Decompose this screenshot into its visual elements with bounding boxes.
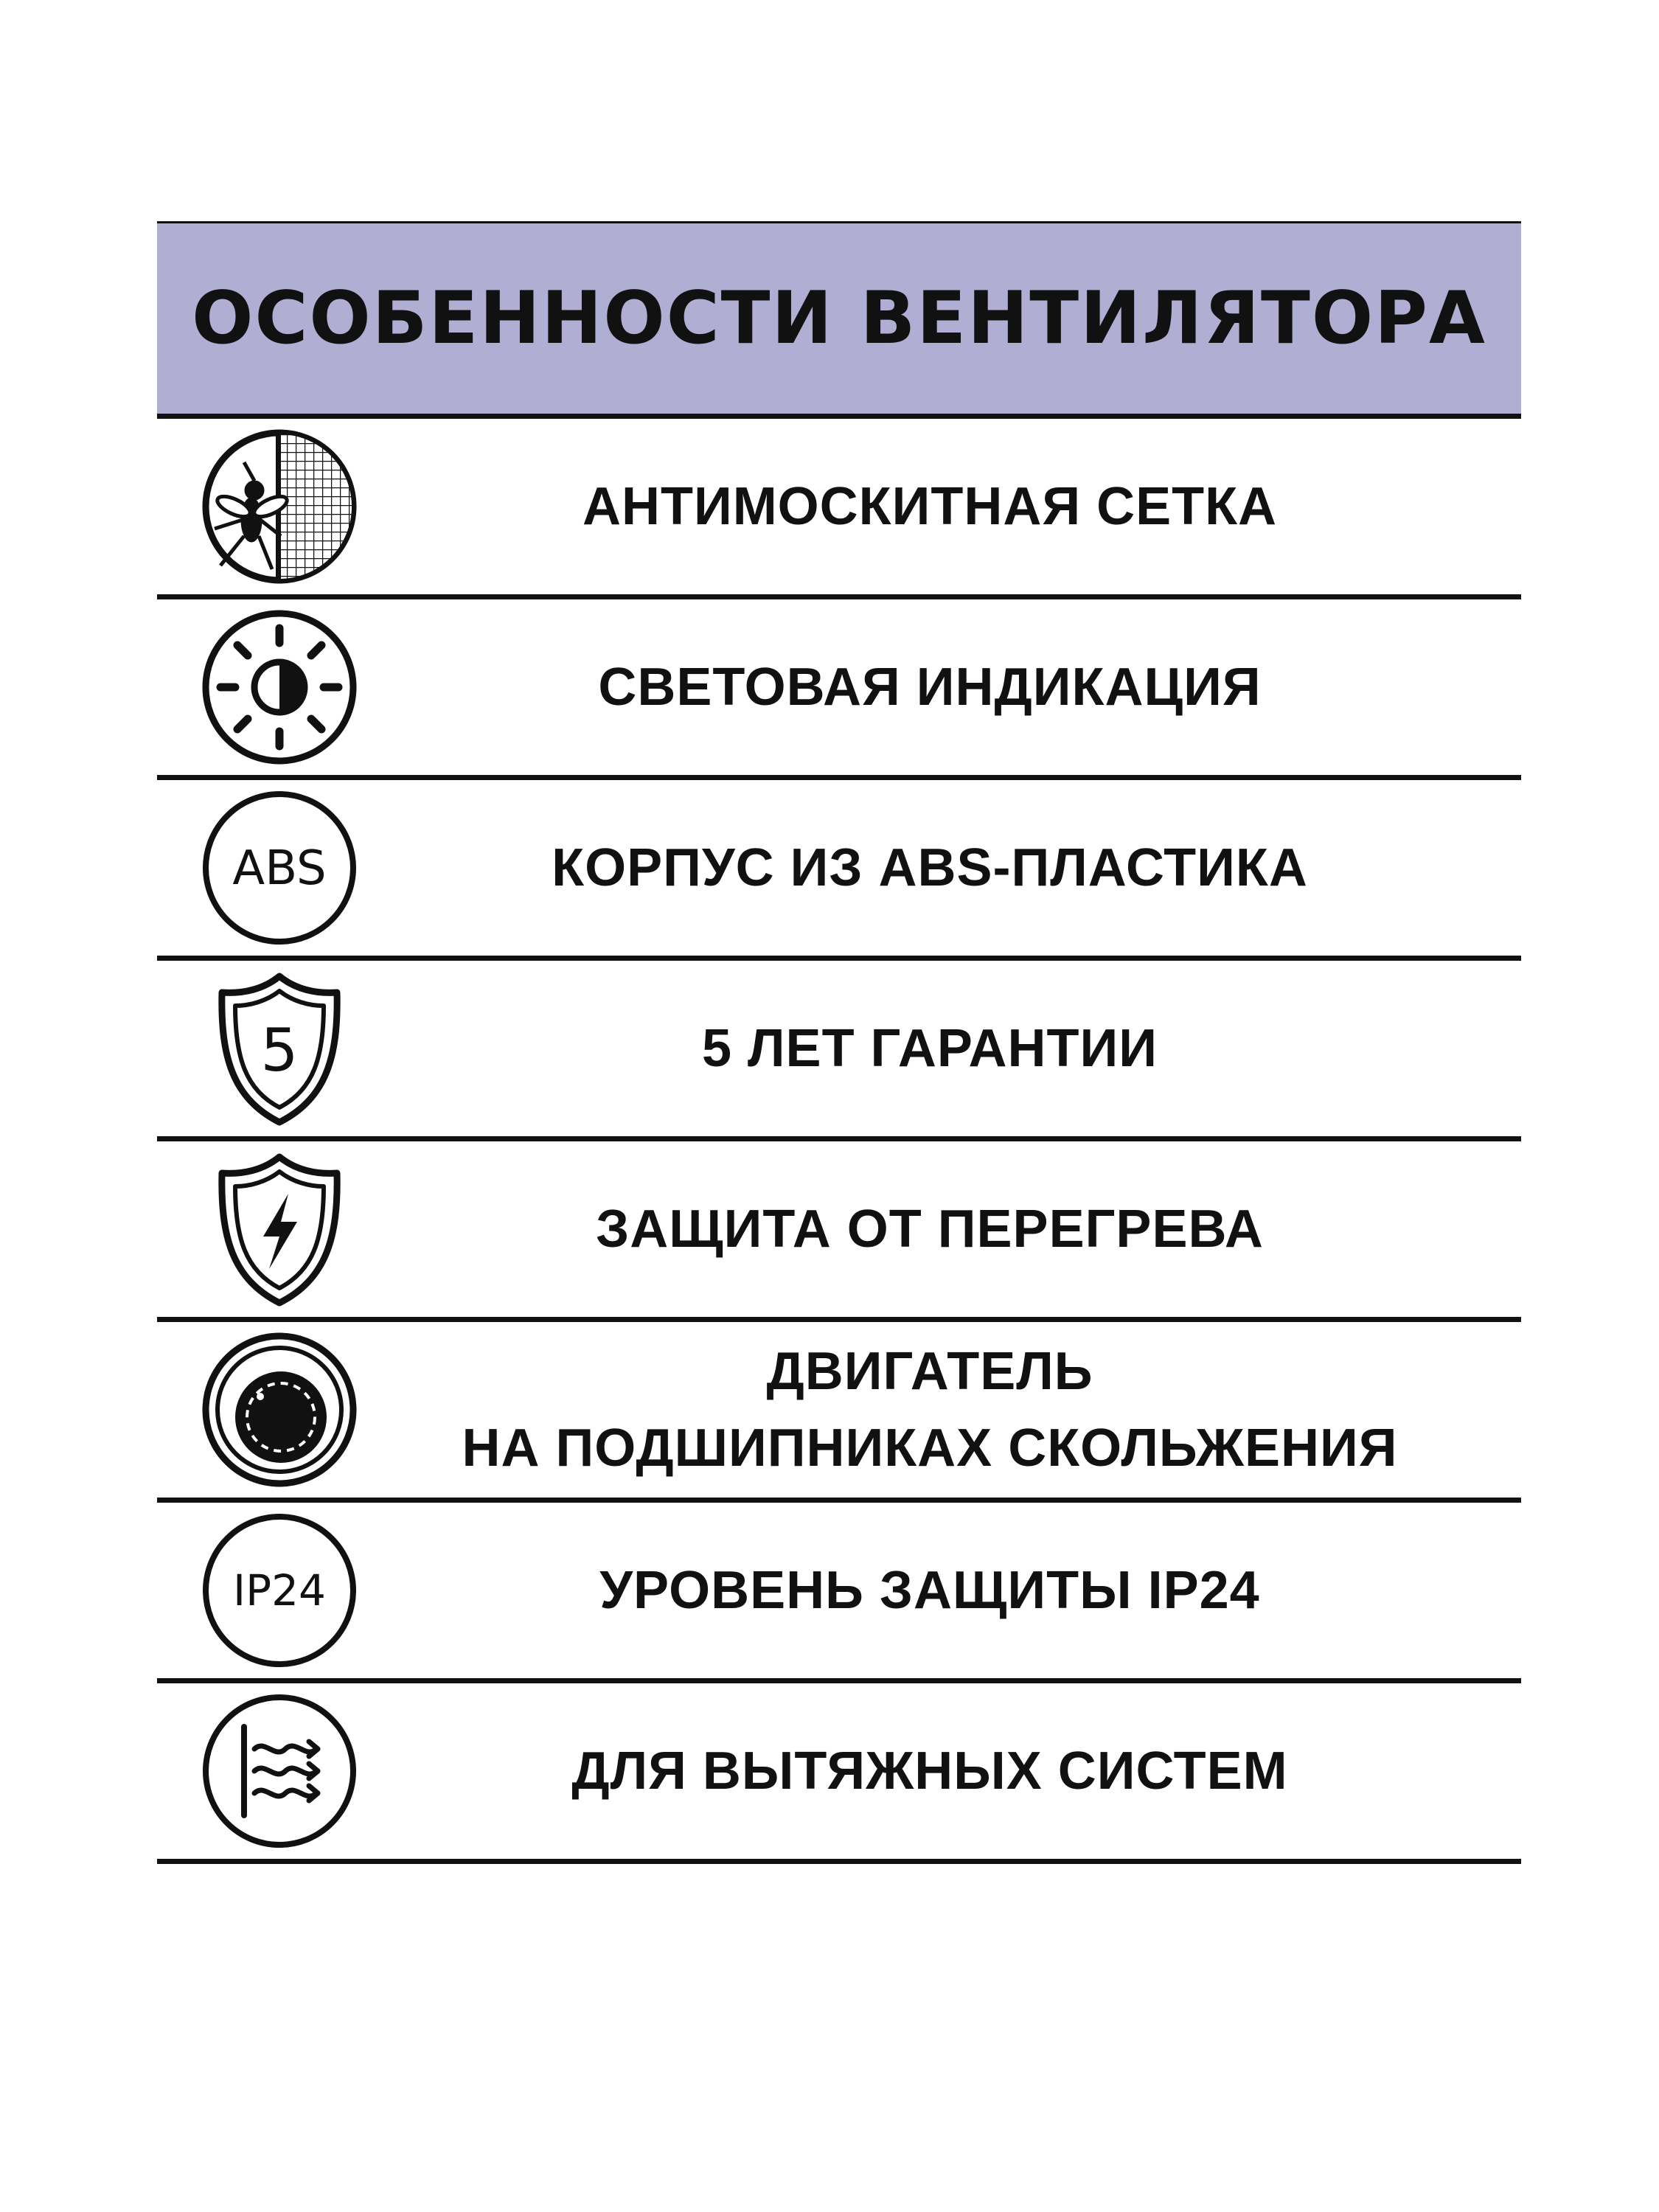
- features-sheet: [157, 221, 1521, 1864]
- feature-row-ip-rating: [157, 1503, 1521, 1678]
- ip-rating-icon: [191, 1509, 368, 1672]
- warranty-shield-icon: [191, 967, 368, 1130]
- feature-label: УРОВЕНЬ ЗАЩИТЫ IP24: [599, 1561, 1260, 1620]
- divider: [157, 1859, 1521, 1864]
- warranty-years-text: 5: [260, 1016, 299, 1085]
- abs-badge-text: ABS: [232, 841, 327, 896]
- divider: [157, 1136, 1521, 1141]
- divider: [157, 956, 1521, 961]
- ip-rating-text: IP24: [233, 1565, 326, 1615]
- light-indicator-icon: [191, 606, 368, 768]
- abs-badge-icon: [191, 787, 368, 949]
- divider: [157, 594, 1521, 599]
- divider: [157, 1317, 1521, 1322]
- header-banner: [157, 223, 1521, 414]
- bearing-icon: [191, 1329, 368, 1491]
- feature-label-line-1: ДВИГАТЕЛЬ: [766, 1342, 1093, 1401]
- divider: [157, 775, 1521, 780]
- feature-row-bearing: [157, 1322, 1521, 1498]
- divider: [157, 414, 1521, 419]
- header-title: ОСОБЕННОСТИ ВЕНТИЛЯТОРА: [192, 276, 1486, 361]
- feature-row-exhaust: [157, 1683, 1521, 1859]
- feature-label: СВЕТОВАЯ ИНДИКАЦИЯ: [598, 658, 1262, 717]
- feature-row-mosquito-net: [157, 419, 1521, 594]
- feature-label: ЗАЩИТА ОТ ПЕРЕГРЕВА: [596, 1200, 1264, 1259]
- feature-label: [368, 1333, 1521, 1486]
- feature-row-light-indicator: [157, 599, 1521, 775]
- mosquito-net-icon: [191, 425, 368, 588]
- feature-row-overheat: [157, 1141, 1521, 1317]
- feature-label: КОРПУС ИЗ ABS-ПЛАСТИКА: [552, 838, 1308, 897]
- feature-row-warranty: [157, 961, 1521, 1136]
- feature-label: АНТИМОСКИТНАЯ СЕТКА: [582, 477, 1278, 536]
- lightning-shield-icon: [191, 1148, 368, 1310]
- feature-label: 5 ЛЕТ ГАРАНТИИ: [701, 1019, 1158, 1078]
- feature-row-abs: [157, 780, 1521, 956]
- divider: [157, 1678, 1521, 1683]
- feature-label: ДЛЯ ВЫТЯЖНЫХ СИСТЕМ: [571, 1742, 1288, 1801]
- divider: [157, 1498, 1521, 1503]
- exhaust-airflow-icon: [191, 1690, 368, 1852]
- feature-label-line-2: НА ПОДШИПНИКАХ СКОЛЬЖЕНИЯ: [462, 1419, 1398, 1478]
